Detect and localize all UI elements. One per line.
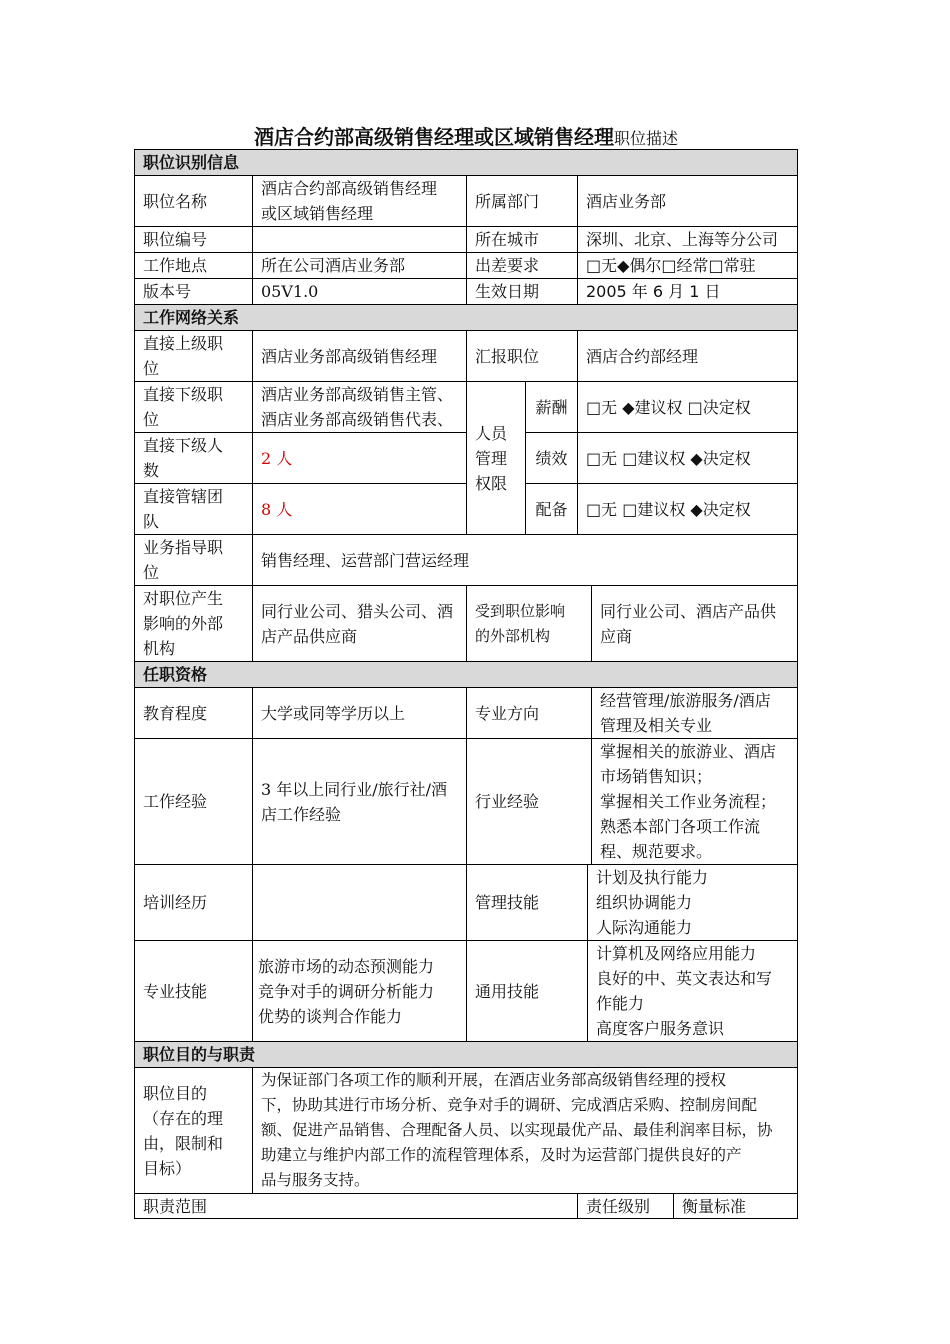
value-management-skills-line: 组织协调能力 xyxy=(596,893,693,912)
label-subordinate-count-line1: 直接下级人 xyxy=(143,436,224,455)
value-industry-experience-line: 掌握相关的旅游业、酒店 xyxy=(600,742,777,761)
value-affected-external-line1: 同行业公司、酒店产品供 xyxy=(600,601,777,621)
label-position-purpose-line: （存在的理 xyxy=(143,1108,224,1128)
label-version: 版本号 xyxy=(134,278,253,305)
label-city: 所在城市 xyxy=(466,226,578,253)
value-work-location: 所在公司酒店业务部 xyxy=(252,252,467,279)
value-external-influence-line2: 店产品供应商 xyxy=(261,626,358,646)
label-measurement-standard: 衡量标准 xyxy=(673,1193,798,1219)
title-suffix: 职位描述 xyxy=(613,129,678,148)
value-management-skills-line: 人际沟通能力 xyxy=(596,918,693,937)
value-direct-superior: 酒店业务部高级销售经理 xyxy=(252,330,467,382)
label-performance: 绩效 xyxy=(525,432,578,484)
value-position-purpose-line: 下，协助其进行市场分析、竞争对手的调研、完成酒店采购、控制房间配 xyxy=(261,1096,758,1114)
label-direct-superior xyxy=(134,330,253,382)
value-version: 05V1.0 xyxy=(252,278,467,305)
label-business-guidance xyxy=(134,534,253,586)
value-general-skills-line: 作能力 xyxy=(596,994,645,1013)
label-training: 培训经历 xyxy=(134,864,253,941)
value-business-guidance: 销售经理、运营部门营运经理 xyxy=(252,534,798,586)
value-effective-date: 2005 年 6 月 1 日 xyxy=(577,278,798,305)
label-position-purpose-line: 职位目的 xyxy=(143,1083,208,1103)
value-position-purpose-line: 品与服务支持。 xyxy=(261,1171,370,1189)
job-description-table xyxy=(134,149,798,1219)
label-effective-date: 生效日期 xyxy=(466,278,578,305)
title-main: 酒店合约部高级销售经理或区域销售经理 xyxy=(253,125,614,149)
value-salary: □无 ◆建议权 □决定权 xyxy=(577,381,798,433)
label-staff-authority xyxy=(466,381,526,535)
value-education: 大学或同等学历以上 xyxy=(252,687,467,739)
label-external-influence-line3: 机构 xyxy=(143,639,176,658)
label-direct-subordinate xyxy=(134,381,253,433)
label-affected-external-line1: 受到职位影响 xyxy=(475,601,566,620)
value-subordinate-count: 2 人 xyxy=(252,432,467,484)
value-position-purpose-line: 助建立与维护内部工作的流程管理体系，及时为运营部门提供良好的产 xyxy=(261,1146,742,1164)
label-position-purpose-line: 目标） xyxy=(143,1158,192,1178)
value-management-skills-line: 计划及执行能力 xyxy=(596,868,709,887)
value-direct-subordinate xyxy=(252,381,467,433)
label-responsibility-level: 责任级别 xyxy=(577,1193,674,1219)
label-direct-superior-line1: 直接上级职 xyxy=(143,334,224,353)
value-position-purpose-line: 额、促进产品销售、合理配备人员、以实现最优产品、最佳利润率目标，协 xyxy=(261,1121,773,1139)
label-staff-authority-line2: 管理 xyxy=(475,448,508,468)
label-position-purpose xyxy=(134,1067,253,1194)
value-work-experience xyxy=(252,738,467,865)
value-position-code xyxy=(252,226,467,253)
label-professional-skills: 专业技能 xyxy=(134,940,253,1042)
value-training xyxy=(252,864,467,941)
value-position-name-line1: 酒店合约部高级销售经理 xyxy=(261,179,438,198)
value-professional-skills-line: 优势的谈判合作能力 xyxy=(258,1006,403,1026)
label-business-guidance-line1: 业务指导职 xyxy=(143,538,224,557)
label-staffing: 配备 xyxy=(525,483,578,535)
value-position-name-line2: 或区域销售经理 xyxy=(261,204,374,223)
value-industry-experience xyxy=(591,738,798,865)
value-travel: □无◆偶尔□经常□常驻 xyxy=(577,252,798,279)
label-general-skills: 通用技能 xyxy=(466,940,592,1042)
value-major xyxy=(591,687,798,739)
value-external-influence-line1: 同行业公司、猎头公司、酒 xyxy=(261,601,454,621)
label-position-name: 职位名称 xyxy=(134,175,253,227)
section-header-identity: 职位识别信息 xyxy=(134,149,798,176)
label-staff-authority-line1: 人员 xyxy=(475,423,508,443)
label-education: 教育程度 xyxy=(134,687,253,739)
section-header-qualification: 任职资格 xyxy=(134,661,798,688)
value-city: 深圳、北京、上海等分公司 xyxy=(577,226,798,253)
label-direct-subordinate-line1: 直接下级职 xyxy=(143,385,224,404)
value-industry-experience-line: 市场销售知识； xyxy=(600,767,713,786)
value-position-purpose-line: 为保证部门各项工作的顺利开展，在酒店业务部高级销售经理的授权 xyxy=(261,1071,727,1089)
label-position-purpose-line: 由，限制和 xyxy=(143,1133,224,1153)
label-team-line1: 直接管辖团 xyxy=(143,487,224,506)
value-work-experience-line2: 店工作经验 xyxy=(261,804,342,824)
value-work-experience-line1: 3 年以上同行业/旅行社/酒 xyxy=(261,779,448,799)
label-direct-superior-line2: 位 xyxy=(143,359,160,378)
label-major: 专业方向 xyxy=(466,687,592,739)
value-position-purpose xyxy=(252,1067,798,1194)
value-affected-external xyxy=(591,585,798,662)
document-title xyxy=(134,124,798,150)
label-salary: 薪酬 xyxy=(525,381,578,433)
label-business-guidance-line2: 位 xyxy=(143,563,160,582)
label-responsibility-scope: 职责范围 xyxy=(134,1193,578,1219)
value-external-influence xyxy=(252,585,467,662)
label-direct-subordinate-line2: 位 xyxy=(143,410,160,429)
value-team: 8 人 xyxy=(252,483,467,535)
label-position-code: 职位编号 xyxy=(134,226,253,253)
value-position-name xyxy=(252,175,467,227)
value-professional-skills-line: 旅游市场的动态预测能力 xyxy=(258,956,435,976)
label-report-to: 汇报职位 xyxy=(466,330,578,382)
value-performance: □无 □建议权 ◆决定权 xyxy=(577,432,798,484)
label-subordinate-count xyxy=(134,432,253,484)
value-general-skills-line: 高度客户服务意识 xyxy=(596,1019,725,1038)
label-work-experience: 工作经验 xyxy=(134,738,253,865)
label-affected-external-line2: 的外部机构 xyxy=(475,626,551,645)
section-header-purpose: 职位目的与职责 xyxy=(134,1041,798,1068)
value-management-skills xyxy=(587,864,798,941)
value-general-skills-line: 良好的中、英文表达和写 xyxy=(596,969,773,988)
value-industry-experience-line: 熟悉本部门各项工作流 xyxy=(600,817,761,836)
label-travel: 出差要求 xyxy=(466,252,578,279)
value-industry-experience-line: 程、规范要求。 xyxy=(600,842,713,861)
label-work-location: 工作地点 xyxy=(134,252,253,279)
label-team xyxy=(134,483,253,535)
section-header-network: 工作网络关系 xyxy=(134,304,798,331)
value-industry-experience-line: 掌握相关工作业务流程； xyxy=(600,792,777,811)
value-professional-skills xyxy=(252,940,467,1042)
label-affected-external xyxy=(466,585,592,662)
value-direct-subordinate-line1: 酒店业务部高级销售主管、 xyxy=(261,385,454,404)
label-external-influence-line2: 影响的外部 xyxy=(143,614,224,633)
label-team-line2: 队 xyxy=(143,512,160,531)
value-general-skills-line: 计算机及网络应用能力 xyxy=(596,944,757,963)
value-major-line1: 经营管理/旅游服务/酒店 xyxy=(600,691,771,710)
label-staff-authority-line3: 权限 xyxy=(475,473,508,493)
label-department: 所属部门 xyxy=(466,175,578,227)
label-external-influence-line1: 对职位产生 xyxy=(143,589,224,608)
value-affected-external-line2: 应商 xyxy=(600,626,633,646)
label-external-influence xyxy=(134,585,253,662)
value-professional-skills-line: 竞争对手的调研分析能力 xyxy=(258,981,435,1001)
value-direct-subordinate-line2: 酒店业务部高级销售代表、 xyxy=(261,410,454,429)
label-subordinate-count-line2: 数 xyxy=(143,461,160,480)
value-report-to: 酒店合约部经理 xyxy=(577,330,798,382)
value-major-line2: 管理及相关专业 xyxy=(600,716,713,735)
label-management-skills: 管理技能 xyxy=(466,864,592,941)
label-industry-experience: 行业经验 xyxy=(466,738,592,865)
value-general-skills xyxy=(587,940,798,1042)
value-staffing: □无 □建议权 ◆决定权 xyxy=(577,483,798,535)
value-department: 酒店业务部 xyxy=(577,175,798,227)
